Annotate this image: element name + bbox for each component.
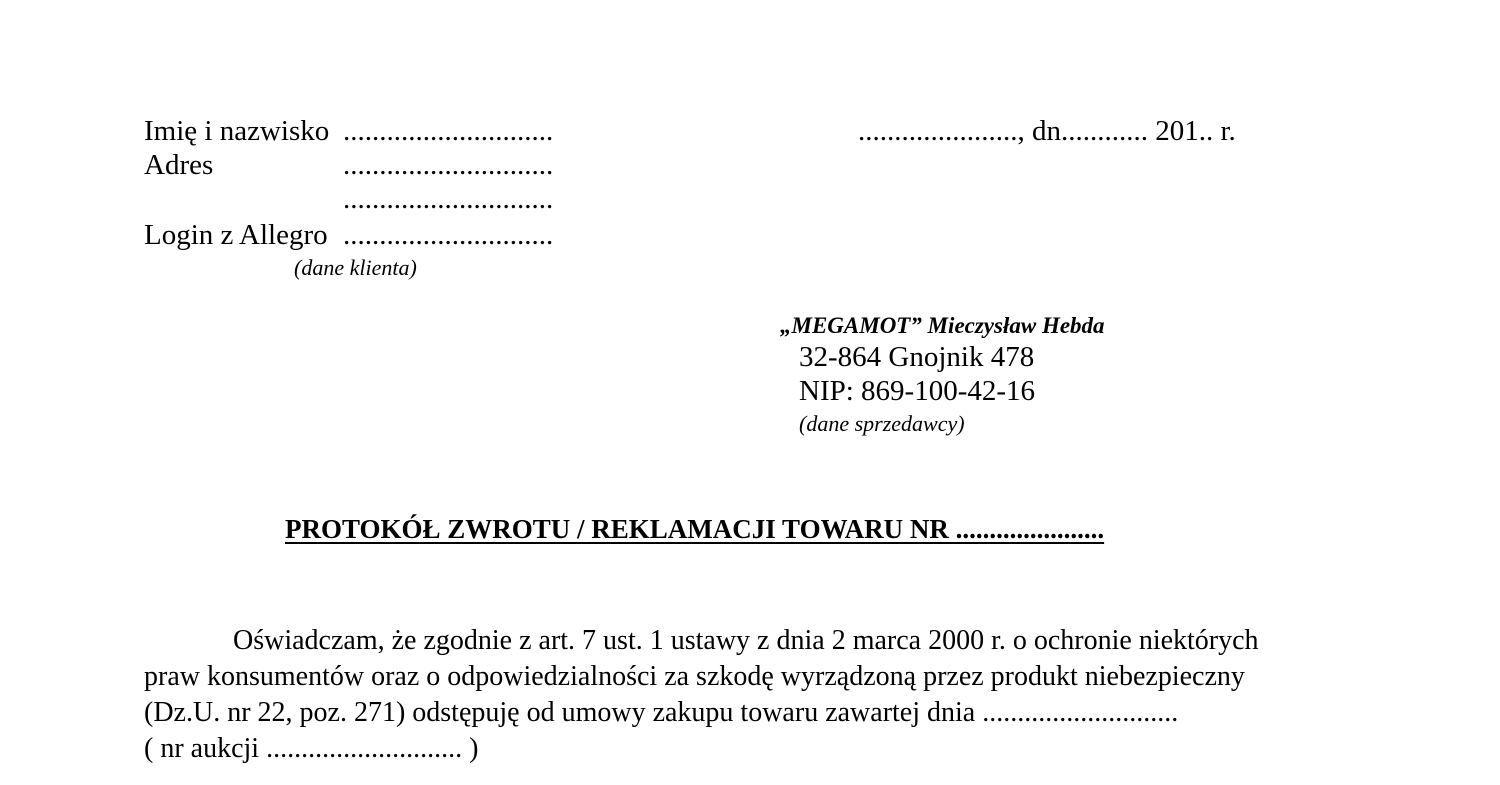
- statement-paragraph: [144, 623, 1354, 767]
- statement-line-1: Oświadczam, że zgodnie z art. 7 ust. 1 ustawy z dnia 2 marca 2000 r. o ochronie niektórych: [233, 625, 1259, 656]
- place-date-line: ......................, dn............ 201.. r.: [858, 115, 1236, 147]
- seller-nip: NIP: 869-100-42-16: [799, 375, 1036, 407]
- seller-caption: (dane sprzedawcy): [799, 411, 965, 436]
- client-address-label: Adres: [144, 149, 214, 181]
- client-address-field-2: .............................: [343, 183, 554, 215]
- client-login-field: .............................: [343, 219, 554, 251]
- client-address-field-1: .............................: [343, 149, 554, 181]
- client-caption: (dane klienta): [294, 255, 417, 280]
- client-name-field: .............................: [343, 115, 554, 147]
- seller-name: „MEGAMOT” Mieczysław Hebda: [780, 313, 1105, 338]
- client-name-label: Imię i nazwisko: [144, 115, 330, 147]
- statement-line-2: praw konsumentów oraz o odpowiedzialności za szkodę wyrządzoną przez produkt niebezpieczny: [144, 661, 1245, 692]
- document-title: PROTOKÓŁ ZWROTU / REKLAMACJI TOWARU NR ......................: [285, 514, 1105, 544]
- seller-address: 32-864 Gnojnik 478: [799, 341, 1035, 373]
- statement-line-3: (Dz.U. nr 22, poz. 271) odstępuję od umowy zakupu towaru zawartej dnia ............................: [144, 697, 1179, 728]
- statement-line-4: ( nr aukcji ............................ ): [144, 733, 479, 764]
- client-login-label: Login z Allegro: [144, 219, 328, 251]
